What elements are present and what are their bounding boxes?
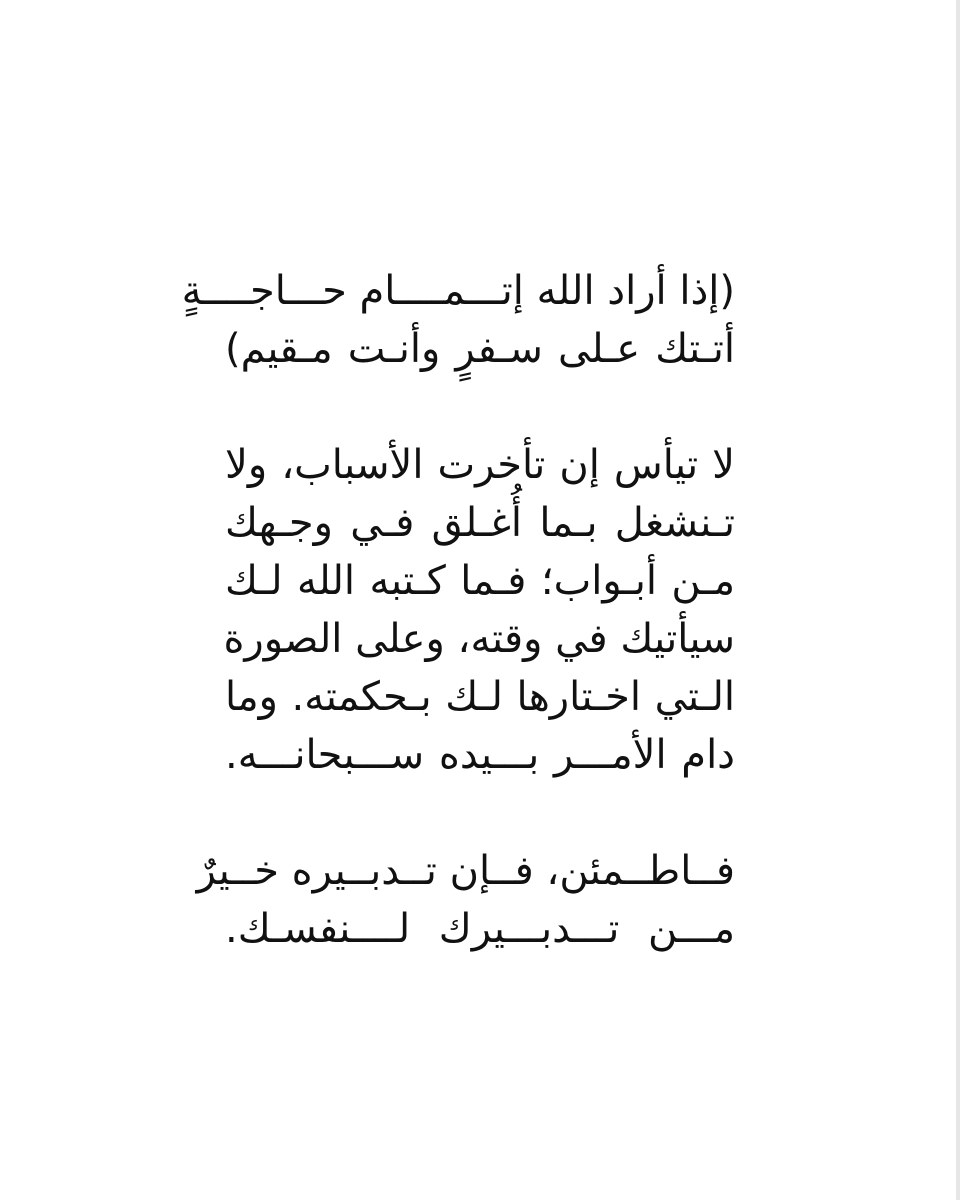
closing-line-1: فــاطــمئن، فــإن تــدبــيره خــيرٌ xyxy=(196,848,735,894)
verse-line-1: (إذا أراد الله إتـــمــــام حـــاجــــةٍ xyxy=(181,268,735,314)
advice-line-6: دام الأمـــر بـــيده ســـبحانـــه. xyxy=(225,732,735,778)
closing-paragraph xyxy=(196,842,735,958)
opening-verse-paragraph xyxy=(181,262,735,378)
advice-line-1: لا تيأس إن تأخرت الأسباب، ولا xyxy=(225,442,735,488)
advice-line-4: سيأتيك في وقته، وعلى الصورة xyxy=(223,616,735,662)
verse-line-2: أتـتك عـلى سـفرٍ وأنـت مـقيم) xyxy=(225,326,735,372)
closing-line-2: مـــن تـــدبـــيرك لــــنفسـك. xyxy=(225,906,735,952)
page-edge xyxy=(956,0,960,1200)
advice-line-5: الـتي اخـتارها لـك بـحكمته. وما xyxy=(225,674,735,720)
quote-text-block xyxy=(181,262,735,1016)
advice-line-2: تـنشغل بـما أُغـلق فـي وجـهك xyxy=(225,500,735,546)
advice-paragraph xyxy=(225,436,735,784)
advice-line-3: مـن أبـواب؛ فـما كـتبه الله لـك xyxy=(225,558,735,604)
